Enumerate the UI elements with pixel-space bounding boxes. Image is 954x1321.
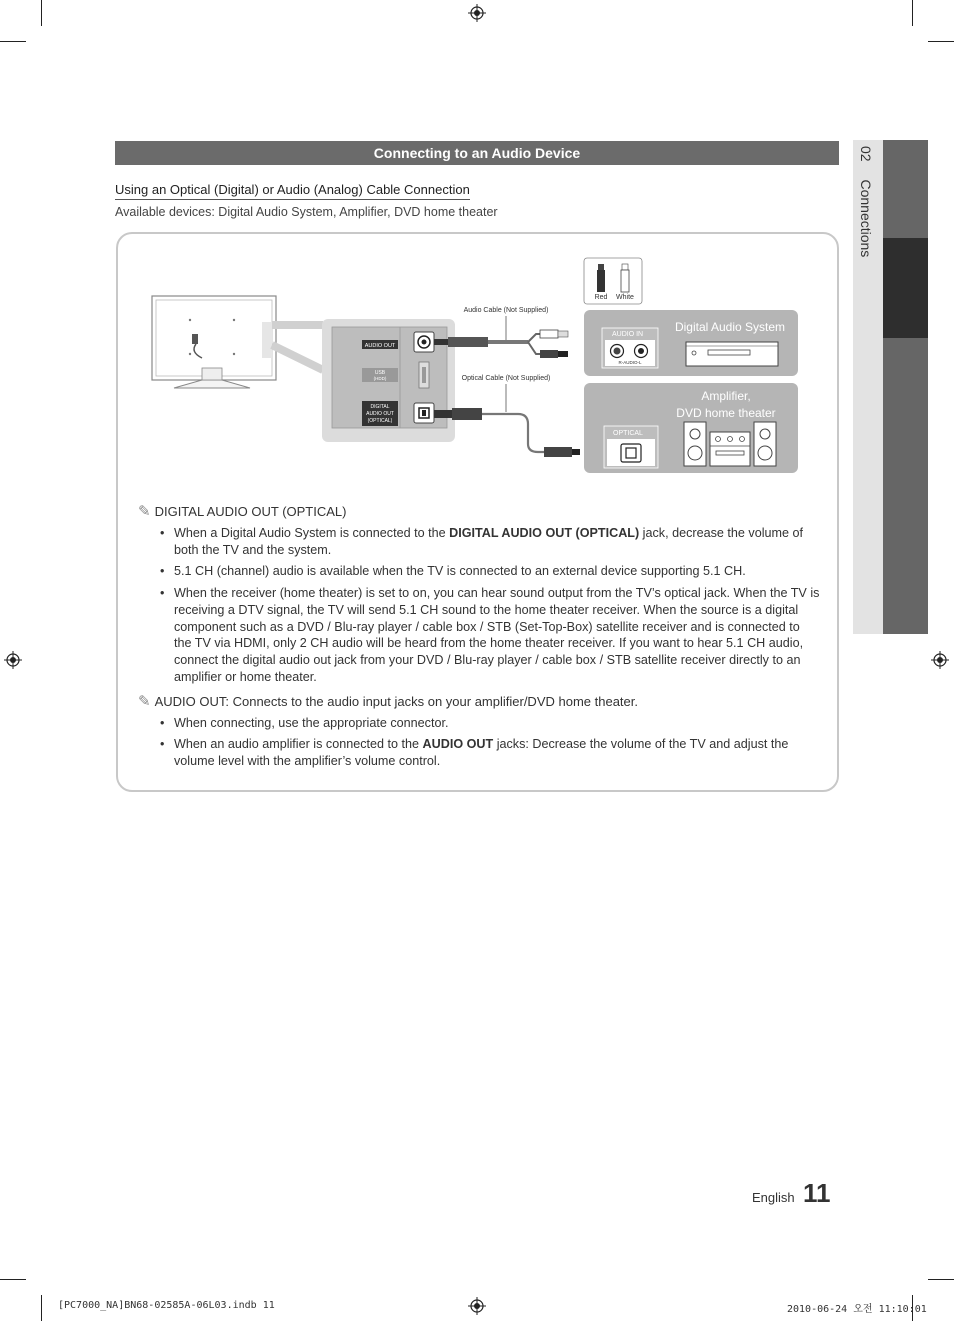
bullet-icon: • <box>160 737 165 751</box>
digital-audio-system <box>584 310 798 376</box>
list-item <box>160 563 820 580</box>
optical-label: OPTICAL <box>613 430 643 437</box>
list-item <box>160 715 820 732</box>
chapter-tab-block-active <box>883 238 928 338</box>
crop-mark <box>928 41 954 42</box>
digital-audio-system-label: Digital Audio System <box>674 320 786 334</box>
chapter-title: Connections <box>858 179 874 258</box>
registration-mark-icon <box>4 651 22 669</box>
crop-mark <box>912 0 913 26</box>
plug-inset <box>584 258 642 304</box>
optical-cable-label: Optical Cable (Not Supplied) <box>461 375 551 382</box>
amplifier-dvd-home-theater <box>584 383 798 473</box>
bullet-text: When a Digital Audio System is connected to the <box>174 526 450 540</box>
usb-sub-label: (HDD) <box>373 376 387 381</box>
chapter-label <box>858 146 874 257</box>
audio-in-sub-label: R-AUDIO-L <box>618 360 642 365</box>
bullet-icon: • <box>160 716 165 730</box>
chapter-number: 02 <box>858 146 874 162</box>
crop-mark <box>0 1279 26 1280</box>
crop-mark <box>41 1295 42 1321</box>
bullet-bold: DIGITAL AUDIO OUT (OPTICAL) <box>449 526 640 540</box>
chapter-tab-block <box>883 338 928 634</box>
crop-mark <box>0 41 26 42</box>
chapter-tab-block <box>883 140 928 238</box>
digital-label-1: DIGITAL <box>370 404 390 410</box>
print-slug-file: [PC7000_NA]BN68-02585A-06L03.indb 11 <box>58 1300 275 1311</box>
white-plug-label: White <box>616 294 634 301</box>
crop-mark <box>41 0 42 26</box>
section-subheading: Using an Optical (Digital) or Audio (Analog) Cable Connection <box>115 182 470 200</box>
audio-out-label: AUDIO OUT <box>364 343 396 349</box>
pencil-note-icon: ✎ <box>138 503 151 520</box>
usb-label: USB <box>374 370 386 376</box>
bullet-text: When connecting, use the appropriate connector. <box>174 716 449 730</box>
note-heading-title: AUDIO OUT <box>154 694 226 709</box>
tv-jack-panel <box>322 319 455 442</box>
bullet-icon: • <box>160 586 165 600</box>
registration-mark-icon <box>931 651 949 669</box>
digital-label-2: AUDIO OUT <box>366 411 394 417</box>
bullet-icon: • <box>160 564 165 578</box>
available-devices: Available devices: Digital Audio System, Amplifier, DVD home theater <box>115 205 498 219</box>
bullet-text: 5.1 CH (channel) audio is available when the TV is connected to an external device supporting 5.1 CH. <box>174 564 746 578</box>
bullet-text: When the receiver (home theater) is set to on, you can hear sound output from the TV’s optical jack. When the TV is receiving a DTV signal, the TV will send 5.1 CH sound to the home theater receiver. When the source is a digital component such as a DVD / Blu-ray player / cable box / STB (Set-Top-Box) satellite receiver and is connected to the TV via HDMI, only 2 CH audio will be heard from the home theater receiver. If you want to hear 5.1 CH audio, connect the digital audio out jack from your DVD / Blu-ray player / cable box / STB satellite receiver directly to an amplifier or home theater. <box>174 586 820 684</box>
page-number: 11 <box>803 1178 831 1208</box>
note-heading-title: DIGITAL AUDIO OUT (OPTICAL) <box>154 504 347 519</box>
note-heading <box>138 502 346 520</box>
note-heading-rest: : Connects to the audio input jacks on your amplifier/DVD home theater. <box>225 694 638 709</box>
print-slug-date: 2010-06-24 오전 11:10:01 <box>787 1304 927 1315</box>
amplifier-label-2: DVD home theater <box>676 406 776 420</box>
bullet-text: jacks: Decrease the volume of the TV and adjust the volume level with the amplifier’s volume control. <box>174 737 789 768</box>
list-item <box>160 525 820 559</box>
red-plug-label: Red <box>594 294 608 301</box>
note-heading <box>138 692 638 710</box>
digital-label-3: (OPTICAL) <box>367 418 393 424</box>
bullet-icon: • <box>160 526 165 540</box>
optical-cable <box>434 375 580 457</box>
registration-mark-icon <box>468 4 486 22</box>
pencil-note-icon: ✎ <box>138 693 151 710</box>
registration-mark-icon <box>468 1297 486 1315</box>
amplifier-label-1: Amplifier, <box>701 389 751 403</box>
bullet-text: jack, decrease the volume of both the TV and the system. <box>174 526 803 557</box>
list-item <box>160 585 820 686</box>
list-item <box>160 736 820 770</box>
audio-in-label: AUDIO IN <box>612 331 644 338</box>
bullet-text: When an audio amplifier is connected to the <box>174 737 423 751</box>
footer-language: English <box>752 1190 795 1205</box>
tv-rear-illustration <box>152 296 323 388</box>
bullet-bold: AUDIO OUT <box>422 737 494 751</box>
audio-cable-label: Audio Cable (Not Supplied) <box>463 307 549 314</box>
section-title: Connecting to an Audio Device <box>115 141 839 165</box>
connection-diagram <box>118 250 808 480</box>
crop-mark <box>928 1279 954 1280</box>
